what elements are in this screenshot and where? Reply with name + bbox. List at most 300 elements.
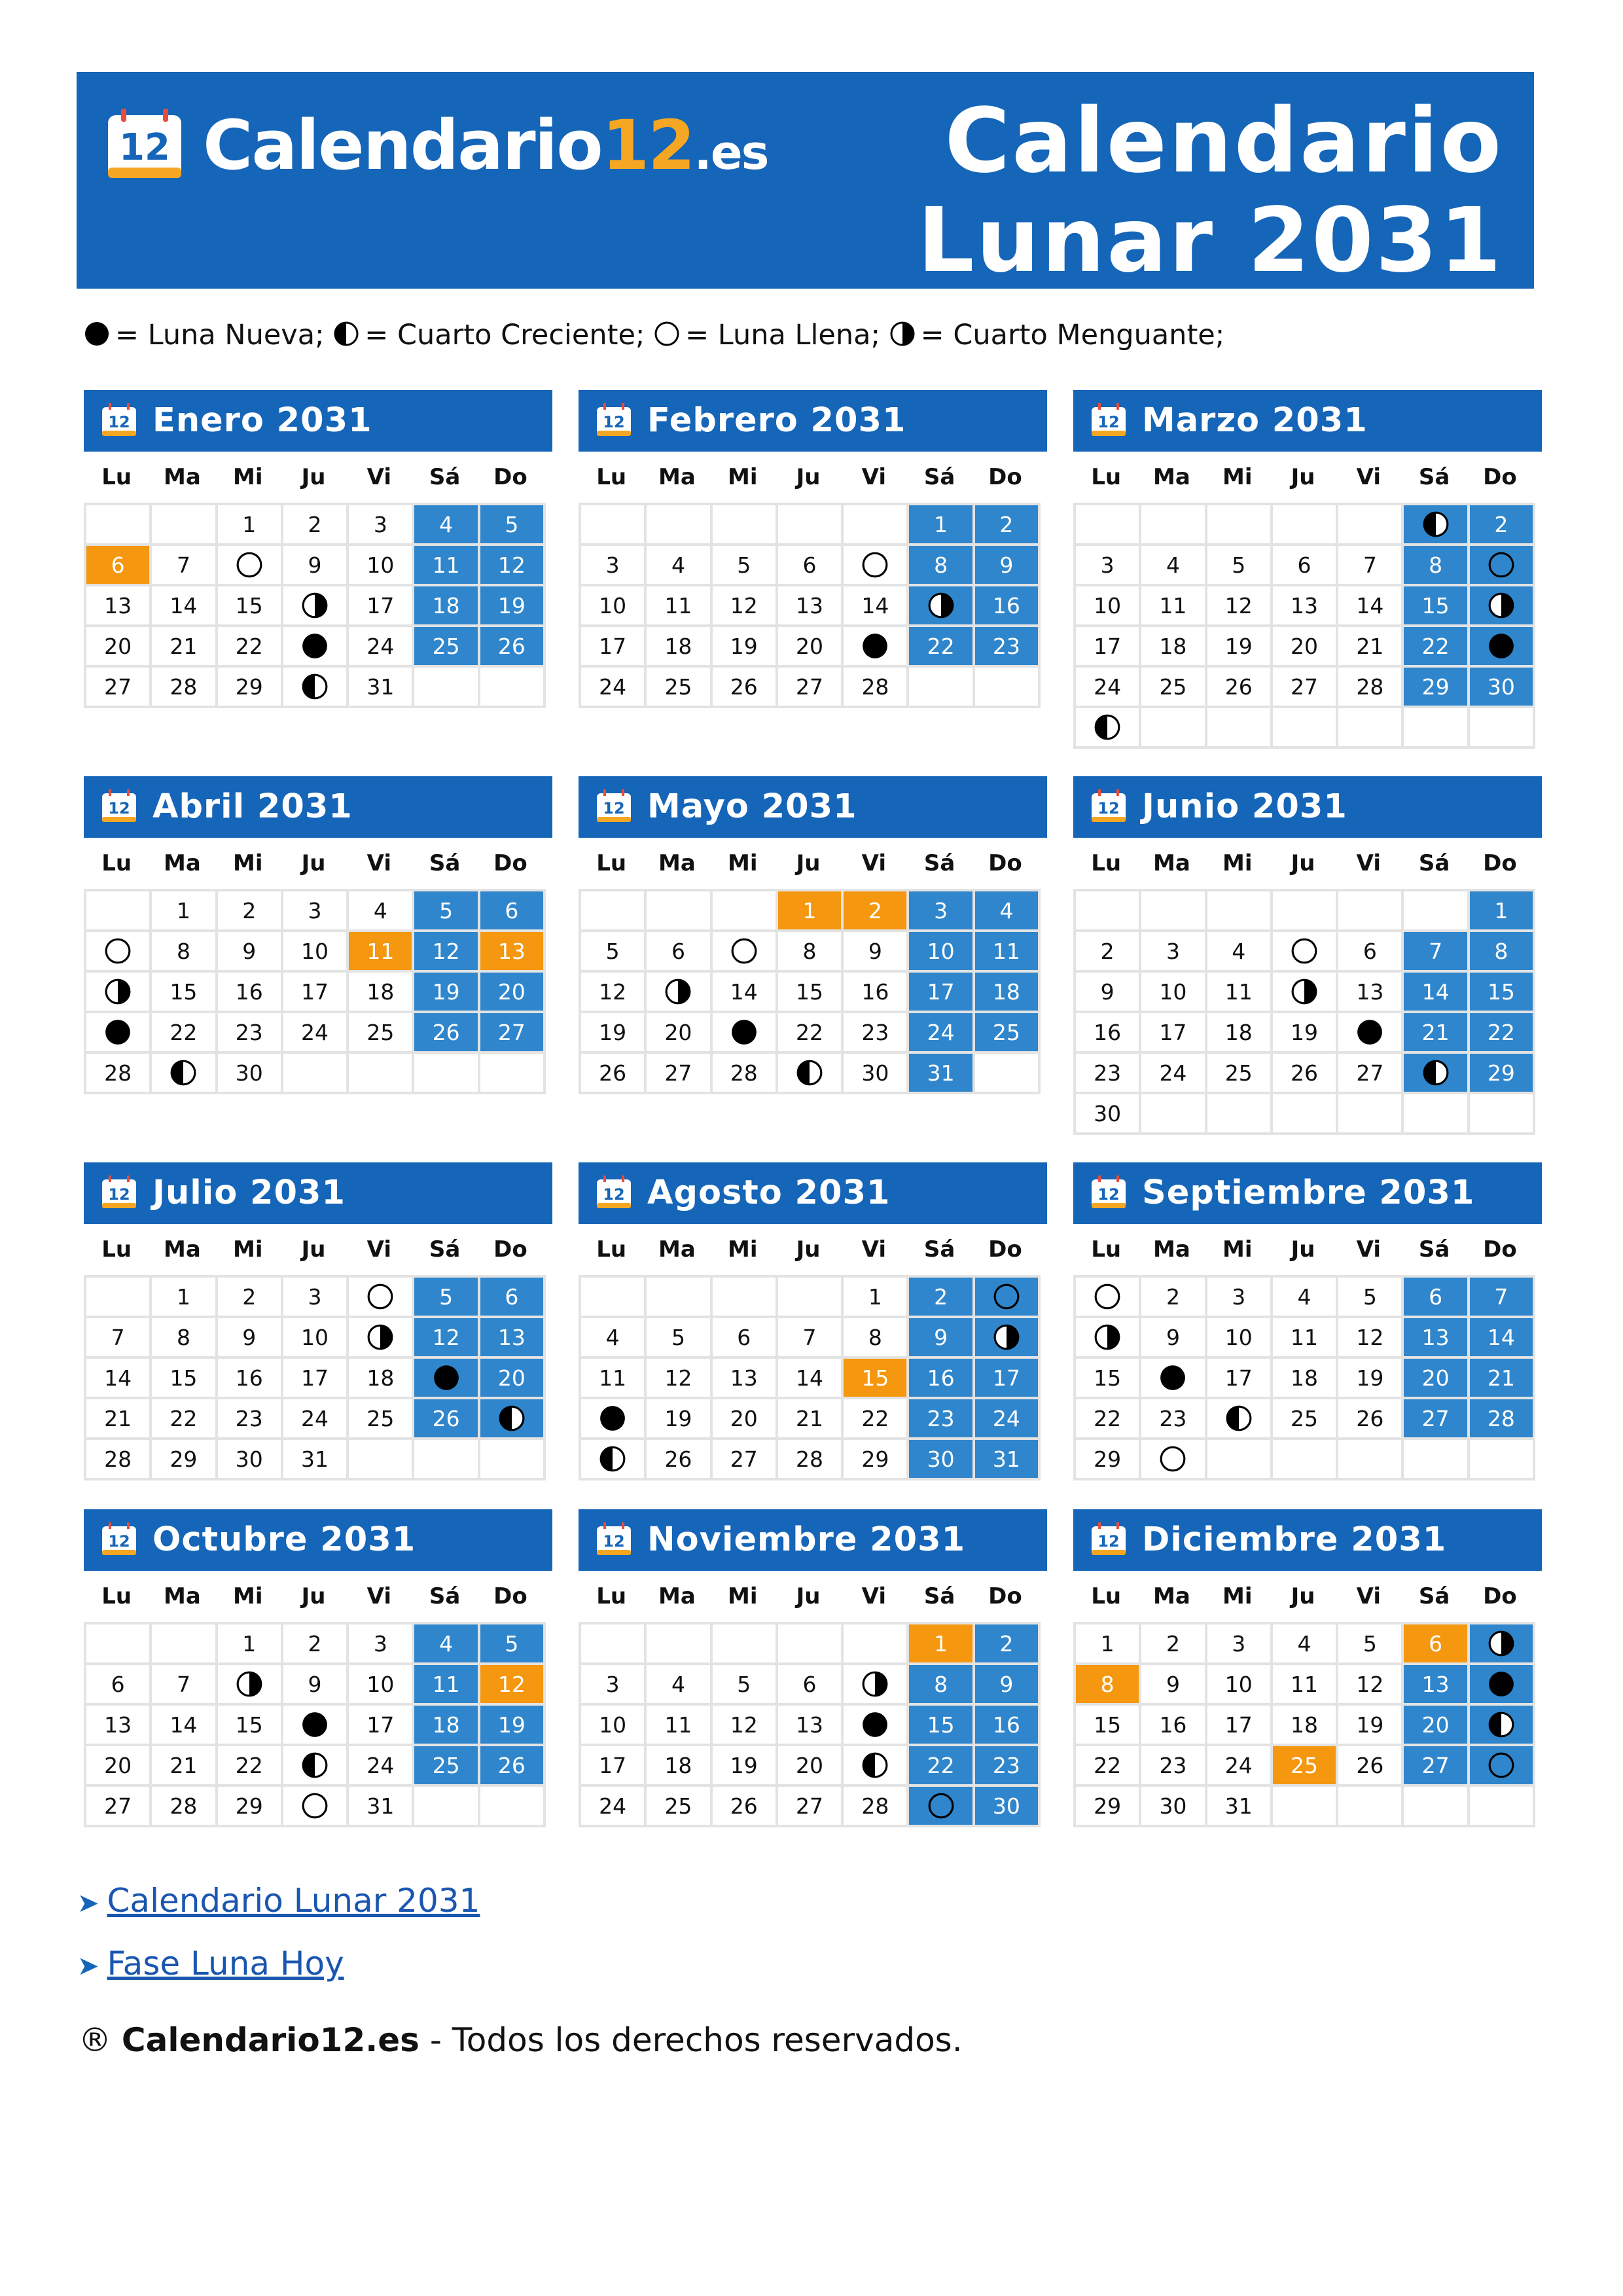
day-cell[interactable]: 10 <box>283 932 349 973</box>
day-cell[interactable]: 22 <box>844 1399 909 1440</box>
day-cell[interactable]: 25 <box>1273 1746 1338 1787</box>
day-cell[interactable]: 31 <box>349 668 414 708</box>
day-cell[interactable]: 4 <box>349 891 414 932</box>
day-cell[interactable] <box>1470 627 1535 668</box>
day-cell[interactable] <box>1076 708 1141 749</box>
day-cell[interactable]: 28 <box>86 1440 152 1480</box>
day-cell[interactable]: 24 <box>975 1399 1041 1440</box>
day-cell[interactable]: 20 <box>713 1399 778 1440</box>
day-cell[interactable]: 5 <box>480 1624 546 1665</box>
day-cell[interactable]: 26 <box>1338 1746 1404 1787</box>
day-cell[interactable]: 27 <box>778 1787 844 1827</box>
day-cell[interactable]: 12 <box>480 546 546 586</box>
day-cell[interactable] <box>1141 1359 1207 1399</box>
day-cell[interactable]: 15 <box>778 973 844 1013</box>
day-cell[interactable]: 22 <box>152 1013 217 1054</box>
day-cell[interactable]: 18 <box>647 627 712 668</box>
day-cell[interactable] <box>283 627 349 668</box>
day-cell[interactable]: 22 <box>1404 627 1469 668</box>
day-cell[interactable]: 17 <box>349 586 414 627</box>
day-cell[interactable]: 13 <box>1404 1665 1469 1706</box>
day-cell[interactable] <box>86 1013 152 1054</box>
day-cell[interactable]: 12 <box>581 973 647 1013</box>
day-cell[interactable]: 19 <box>647 1399 712 1440</box>
day-cell[interactable]: 2 <box>218 1278 283 1318</box>
day-cell[interactable]: 18 <box>1273 1359 1338 1399</box>
day-cell[interactable]: 16 <box>844 973 909 1013</box>
day-cell[interactable]: 26 <box>414 1013 480 1054</box>
day-cell[interactable]: 2 <box>1141 1624 1207 1665</box>
day-cell[interactable] <box>349 1278 414 1318</box>
day-cell[interactable]: 17 <box>1207 1706 1273 1746</box>
day-cell[interactable]: 30 <box>909 1440 974 1480</box>
day-cell[interactable]: 19 <box>1338 1706 1404 1746</box>
day-cell[interactable]: 10 <box>283 1318 349 1359</box>
day-cell[interactable]: 17 <box>283 973 349 1013</box>
day-cell[interactable] <box>975 1318 1041 1359</box>
day-cell[interactable]: 23 <box>1076 1054 1141 1094</box>
day-cell[interactable]: 27 <box>1404 1746 1469 1787</box>
day-cell[interactable]: 28 <box>1470 1399 1535 1440</box>
day-cell[interactable]: 10 <box>909 932 974 973</box>
day-cell[interactable]: 22 <box>1470 1013 1535 1054</box>
day-cell[interactable]: 10 <box>349 546 414 586</box>
day-cell[interactable] <box>909 1787 974 1827</box>
day-cell[interactable] <box>283 1746 349 1787</box>
day-cell[interactable] <box>909 586 974 627</box>
day-cell[interactable]: 3 <box>1076 546 1141 586</box>
day-cell[interactable]: 9 <box>1076 973 1141 1013</box>
day-cell[interactable]: 6 <box>480 1278 546 1318</box>
day-cell[interactable]: 26 <box>713 668 778 708</box>
day-cell[interactable]: 27 <box>778 668 844 708</box>
day-cell[interactable]: 24 <box>349 1746 414 1787</box>
day-cell[interactable]: 9 <box>218 932 283 973</box>
day-cell[interactable]: 5 <box>1338 1624 1404 1665</box>
day-cell[interactable]: 2 <box>975 505 1041 546</box>
day-cell[interactable]: 15 <box>1404 586 1469 627</box>
day-cell[interactable]: 26 <box>713 1787 778 1827</box>
day-cell[interactable]: 22 <box>909 1746 974 1787</box>
day-cell[interactable]: 6 <box>1404 1624 1469 1665</box>
day-cell[interactable]: 12 <box>1338 1318 1404 1359</box>
day-cell[interactable]: 12 <box>414 932 480 973</box>
day-cell[interactable] <box>713 932 778 973</box>
day-cell[interactable]: 21 <box>1470 1359 1535 1399</box>
day-cell[interactable] <box>1470 1746 1535 1787</box>
day-cell[interactable]: 12 <box>1338 1665 1404 1706</box>
day-cell[interactable]: 14 <box>713 973 778 1013</box>
day-cell[interactable] <box>86 932 152 973</box>
day-cell[interactable]: 18 <box>414 1706 480 1746</box>
day-cell[interactable]: 27 <box>1338 1054 1404 1094</box>
day-cell[interactable]: 2 <box>844 891 909 932</box>
day-cell[interactable]: 10 <box>1076 586 1141 627</box>
day-cell[interactable]: 27 <box>480 1013 546 1054</box>
day-cell[interactable]: 6 <box>778 1665 844 1706</box>
day-cell[interactable]: 24 <box>349 627 414 668</box>
day-cell[interactable]: 21 <box>1404 1013 1469 1054</box>
day-cell[interactable] <box>283 668 349 708</box>
day-cell[interactable]: 15 <box>1470 973 1535 1013</box>
day-cell[interactable] <box>414 1359 480 1399</box>
day-cell[interactable]: 14 <box>86 1359 152 1399</box>
day-cell[interactable]: 22 <box>778 1013 844 1054</box>
day-cell[interactable]: 11 <box>1273 1665 1338 1706</box>
day-cell[interactable]: 13 <box>480 932 546 973</box>
day-cell[interactable]: 4 <box>581 1318 647 1359</box>
day-cell[interactable]: 5 <box>480 505 546 546</box>
day-cell[interactable]: 15 <box>909 1706 974 1746</box>
day-cell[interactable]: 28 <box>778 1440 844 1480</box>
day-cell[interactable] <box>1338 1013 1404 1054</box>
day-cell[interactable]: 20 <box>647 1013 712 1054</box>
day-cell[interactable]: 21 <box>1338 627 1404 668</box>
day-cell[interactable]: 2 <box>1141 1278 1207 1318</box>
day-cell[interactable] <box>844 1665 909 1706</box>
day-cell[interactable]: 17 <box>909 973 974 1013</box>
day-cell[interactable]: 23 <box>1141 1399 1207 1440</box>
day-cell[interactable]: 11 <box>414 546 480 586</box>
day-cell[interactable]: 9 <box>283 546 349 586</box>
day-cell[interactable]: 26 <box>1338 1399 1404 1440</box>
day-cell[interactable] <box>1076 1318 1141 1359</box>
day-cell[interactable]: 8 <box>909 1665 974 1706</box>
day-cell[interactable]: 5 <box>647 1318 712 1359</box>
day-cell[interactable]: 4 <box>1141 546 1207 586</box>
day-cell[interactable] <box>86 973 152 1013</box>
day-cell[interactable] <box>1470 1624 1535 1665</box>
day-cell[interactable]: 10 <box>1141 973 1207 1013</box>
day-cell[interactable]: 8 <box>909 546 974 586</box>
day-cell[interactable]: 16 <box>218 1359 283 1399</box>
day-cell[interactable]: 3 <box>283 891 349 932</box>
day-cell[interactable]: 18 <box>414 586 480 627</box>
day-cell[interactable]: 26 <box>414 1399 480 1440</box>
day-cell[interactable]: 22 <box>1076 1746 1141 1787</box>
day-cell[interactable]: 15 <box>218 586 283 627</box>
day-cell[interactable]: 4 <box>1273 1278 1338 1318</box>
day-cell[interactable]: 25 <box>647 668 712 708</box>
day-cell[interactable]: 10 <box>349 1665 414 1706</box>
day-cell[interactable] <box>713 1013 778 1054</box>
day-cell[interactable]: 21 <box>86 1399 152 1440</box>
day-cell[interactable]: 29 <box>218 1787 283 1827</box>
day-cell[interactable]: 16 <box>909 1359 974 1399</box>
day-cell[interactable]: 3 <box>909 891 974 932</box>
day-cell[interactable]: 28 <box>152 1787 217 1827</box>
day-cell[interactable]: 1 <box>152 891 217 932</box>
day-cell[interactable] <box>1207 1399 1273 1440</box>
day-cell[interactable]: 28 <box>152 668 217 708</box>
day-cell[interactable]: 27 <box>1404 1399 1469 1440</box>
day-cell[interactable]: 4 <box>414 1624 480 1665</box>
day-cell[interactable]: 14 <box>1404 973 1469 1013</box>
day-cell[interactable]: 18 <box>1273 1706 1338 1746</box>
day-cell[interactable]: 2 <box>283 505 349 546</box>
day-cell[interactable] <box>1470 1665 1535 1706</box>
link-fase-luna-hoy[interactable]: Fase Luna Hoy <box>107 1945 344 1982</box>
day-cell[interactable]: 11 <box>647 1706 712 1746</box>
day-cell[interactable]: 28 <box>713 1054 778 1094</box>
day-cell[interactable]: 4 <box>1273 1624 1338 1665</box>
day-cell[interactable] <box>1076 1278 1141 1318</box>
day-cell[interactable]: 28 <box>844 1787 909 1827</box>
day-cell[interactable]: 27 <box>1273 668 1338 708</box>
day-cell[interactable]: 1 <box>218 505 283 546</box>
day-cell[interactable]: 24 <box>581 668 647 708</box>
day-cell[interactable]: 5 <box>1338 1278 1404 1318</box>
day-cell[interactable] <box>283 1787 349 1827</box>
day-cell[interactable]: 27 <box>713 1440 778 1480</box>
day-cell[interactable]: 8 <box>778 932 844 973</box>
day-cell[interactable]: 13 <box>480 1318 546 1359</box>
day-cell[interactable]: 25 <box>414 1746 480 1787</box>
day-cell[interactable]: 21 <box>152 1746 217 1787</box>
day-cell[interactable]: 23 <box>975 1746 1041 1787</box>
day-cell[interactable]: 17 <box>581 627 647 668</box>
day-cell[interactable] <box>480 1399 546 1440</box>
day-cell[interactable]: 8 <box>1076 1665 1141 1706</box>
day-cell[interactable]: 7 <box>1338 546 1404 586</box>
day-cell[interactable]: 7 <box>86 1318 152 1359</box>
day-cell[interactable]: 25 <box>1141 668 1207 708</box>
day-cell[interactable]: 19 <box>1273 1013 1338 1054</box>
day-cell[interactable]: 25 <box>1273 1399 1338 1440</box>
day-cell[interactable] <box>778 1054 844 1094</box>
day-cell[interactable]: 31 <box>349 1787 414 1827</box>
day-cell[interactable]: 26 <box>1207 668 1273 708</box>
day-cell[interactable]: 11 <box>975 932 1041 973</box>
day-cell[interactable]: 3 <box>581 546 647 586</box>
day-cell[interactable]: 18 <box>1207 1013 1273 1054</box>
day-cell[interactable]: 20 <box>480 973 546 1013</box>
day-cell[interactable]: 23 <box>1141 1746 1207 1787</box>
day-cell[interactable]: 15 <box>218 1706 283 1746</box>
day-cell[interactable]: 13 <box>778 1706 844 1746</box>
day-cell[interactable]: 18 <box>975 973 1041 1013</box>
day-cell[interactable]: 11 <box>414 1665 480 1706</box>
day-cell[interactable]: 9 <box>975 546 1041 586</box>
day-cell[interactable]: 2 <box>218 891 283 932</box>
day-cell[interactable] <box>283 1706 349 1746</box>
day-cell[interactable]: 15 <box>152 1359 217 1399</box>
day-cell[interactable] <box>844 546 909 586</box>
day-cell[interactable]: 6 <box>647 932 712 973</box>
day-cell[interactable]: 23 <box>975 627 1041 668</box>
day-cell[interactable]: 22 <box>218 1746 283 1787</box>
day-cell[interactable]: 17 <box>975 1359 1041 1399</box>
day-cell[interactable] <box>1470 586 1535 627</box>
day-cell[interactable]: 18 <box>349 973 414 1013</box>
day-cell[interactable]: 24 <box>283 1399 349 1440</box>
day-cell[interactable]: 15 <box>1076 1706 1141 1746</box>
day-cell[interactable]: 26 <box>480 1746 546 1787</box>
day-cell[interactable] <box>1470 1706 1535 1746</box>
day-cell[interactable]: 30 <box>218 1054 283 1094</box>
day-cell[interactable] <box>283 586 349 627</box>
day-cell[interactable] <box>349 1318 414 1359</box>
day-cell[interactable]: 12 <box>1207 586 1273 627</box>
day-cell[interactable]: 6 <box>86 1665 152 1706</box>
day-cell[interactable]: 15 <box>844 1359 909 1399</box>
day-cell[interactable]: 11 <box>1141 586 1207 627</box>
day-cell[interactable]: 20 <box>778 1746 844 1787</box>
day-cell[interactable]: 11 <box>647 586 712 627</box>
day-cell[interactable] <box>1404 505 1469 546</box>
day-cell[interactable]: 7 <box>152 1665 217 1706</box>
day-cell[interactable]: 9 <box>975 1665 1041 1706</box>
day-cell[interactable]: 7 <box>1404 932 1469 973</box>
day-cell[interactable] <box>581 1399 647 1440</box>
day-cell[interactable]: 2 <box>909 1278 974 1318</box>
day-cell[interactable]: 5 <box>414 891 480 932</box>
day-cell[interactable]: 24 <box>581 1787 647 1827</box>
day-cell[interactable]: 31 <box>975 1440 1041 1480</box>
day-cell[interactable]: 23 <box>844 1013 909 1054</box>
day-cell[interactable]: 14 <box>1470 1318 1535 1359</box>
day-cell[interactable]: 14 <box>778 1359 844 1399</box>
day-cell[interactable]: 8 <box>1470 932 1535 973</box>
day-cell[interactable]: 20 <box>1273 627 1338 668</box>
day-cell[interactable]: 4 <box>975 891 1041 932</box>
day-cell[interactable]: 4 <box>1207 932 1273 973</box>
day-cell[interactable]: 11 <box>581 1359 647 1399</box>
day-cell[interactable]: 21 <box>778 1399 844 1440</box>
day-cell[interactable] <box>1273 973 1338 1013</box>
day-cell[interactable] <box>1141 1440 1207 1480</box>
day-cell[interactable]: 1 <box>778 891 844 932</box>
day-cell[interactable]: 30 <box>844 1054 909 1094</box>
day-cell[interactable]: 29 <box>152 1440 217 1480</box>
day-cell[interactable]: 10 <box>1207 1318 1273 1359</box>
day-cell[interactable]: 23 <box>218 1013 283 1054</box>
day-cell[interactable]: 19 <box>1338 1359 1404 1399</box>
day-cell[interactable]: 2 <box>283 1624 349 1665</box>
day-cell[interactable]: 13 <box>778 586 844 627</box>
day-cell[interactable]: 10 <box>1207 1665 1273 1706</box>
day-cell[interactable]: 29 <box>218 668 283 708</box>
day-cell[interactable]: 1 <box>1076 1624 1141 1665</box>
day-cell[interactable]: 11 <box>1207 973 1273 1013</box>
site-logo-text[interactable] <box>203 106 768 192</box>
day-cell[interactable]: 19 <box>414 973 480 1013</box>
day-cell[interactable]: 24 <box>1076 668 1141 708</box>
day-cell[interactable]: 3 <box>1141 932 1207 973</box>
day-cell[interactable]: 13 <box>1338 973 1404 1013</box>
day-cell[interactable]: 4 <box>647 546 712 586</box>
day-cell[interactable]: 6 <box>1404 1278 1469 1318</box>
day-cell[interactable]: 14 <box>1338 586 1404 627</box>
day-cell[interactable]: 28 <box>86 1054 152 1094</box>
day-cell[interactable]: 6 <box>1338 932 1404 973</box>
day-cell[interactable]: 10 <box>581 586 647 627</box>
day-cell[interactable]: 28 <box>1338 668 1404 708</box>
day-cell[interactable]: 1 <box>909 505 974 546</box>
day-cell[interactable]: 21 <box>152 627 217 668</box>
day-cell[interactable]: 7 <box>1470 1278 1535 1318</box>
day-cell[interactable]: 19 <box>1207 627 1273 668</box>
day-cell[interactable]: 25 <box>349 1399 414 1440</box>
day-cell[interactable]: 27 <box>647 1054 712 1094</box>
day-cell[interactable]: 29 <box>1076 1440 1141 1480</box>
day-cell[interactable]: 20 <box>778 627 844 668</box>
day-cell[interactable]: 17 <box>1141 1013 1207 1054</box>
day-cell[interactable]: 6 <box>480 891 546 932</box>
day-cell[interactable] <box>844 627 909 668</box>
day-cell[interactable]: 3 <box>1207 1624 1273 1665</box>
day-cell[interactable]: 29 <box>1470 1054 1535 1094</box>
day-cell[interactable]: 19 <box>713 627 778 668</box>
day-cell[interactable]: 1 <box>218 1624 283 1665</box>
day-cell[interactable]: 22 <box>152 1399 217 1440</box>
day-cell[interactable]: 12 <box>713 586 778 627</box>
day-cell[interactable]: 7 <box>778 1318 844 1359</box>
day-cell[interactable]: 9 <box>909 1318 974 1359</box>
day-cell[interactable]: 3 <box>349 1624 414 1665</box>
day-cell[interactable]: 20 <box>480 1359 546 1399</box>
day-cell[interactable]: 3 <box>581 1665 647 1706</box>
day-cell[interactable] <box>1273 932 1338 973</box>
day-cell[interactable] <box>1470 546 1535 586</box>
day-cell[interactable]: 25 <box>1207 1054 1273 1094</box>
day-cell[interactable]: 12 <box>480 1665 546 1706</box>
day-cell[interactable]: 3 <box>283 1278 349 1318</box>
day-cell[interactable]: 18 <box>349 1359 414 1399</box>
day-cell[interactable] <box>152 1054 217 1094</box>
day-cell[interactable]: 9 <box>218 1318 283 1359</box>
day-cell[interactable]: 9 <box>844 932 909 973</box>
day-cell[interactable]: 10 <box>581 1706 647 1746</box>
day-cell[interactable]: 25 <box>414 627 480 668</box>
day-cell[interactable]: 24 <box>283 1013 349 1054</box>
day-cell[interactable]: 17 <box>581 1746 647 1787</box>
day-cell[interactable]: 19 <box>480 1706 546 1746</box>
day-cell[interactable]: 5 <box>581 932 647 973</box>
day-cell[interactable]: 17 <box>1076 627 1141 668</box>
day-cell[interactable] <box>218 546 283 586</box>
day-cell[interactable]: 8 <box>152 1318 217 1359</box>
day-cell[interactable]: 9 <box>1141 1665 1207 1706</box>
day-cell[interactable]: 29 <box>844 1440 909 1480</box>
day-cell[interactable]: 16 <box>975 1706 1041 1746</box>
day-cell[interactable]: 2 <box>975 1624 1041 1665</box>
day-cell[interactable]: 4 <box>647 1665 712 1706</box>
day-cell[interactable]: 1 <box>844 1278 909 1318</box>
day-cell[interactable]: 30 <box>1076 1094 1141 1135</box>
day-cell[interactable]: 6 <box>86 546 152 586</box>
day-cell[interactable]: 19 <box>581 1013 647 1054</box>
day-cell[interactable]: 16 <box>1076 1013 1141 1054</box>
day-cell[interactable]: 31 <box>283 1440 349 1480</box>
day-cell[interactable]: 23 <box>909 1399 974 1440</box>
day-cell[interactable]: 16 <box>1141 1706 1207 1746</box>
day-cell[interactable]: 12 <box>414 1318 480 1359</box>
day-cell[interactable]: 15 <box>1076 1359 1141 1399</box>
day-cell[interactable]: 13 <box>86 586 152 627</box>
day-cell[interactable]: 31 <box>1207 1787 1273 1827</box>
day-cell[interactable] <box>1404 1054 1469 1094</box>
day-cell[interactable]: 14 <box>152 586 217 627</box>
day-cell[interactable]: 20 <box>1404 1706 1469 1746</box>
day-cell[interactable]: 23 <box>218 1399 283 1440</box>
day-cell[interactable]: 3 <box>1207 1278 1273 1318</box>
day-cell[interactable]: 8 <box>844 1318 909 1359</box>
day-cell[interactable]: 28 <box>844 668 909 708</box>
day-cell[interactable] <box>844 1706 909 1746</box>
day-cell[interactable]: 30 <box>1470 668 1535 708</box>
day-cell[interactable] <box>581 1440 647 1480</box>
